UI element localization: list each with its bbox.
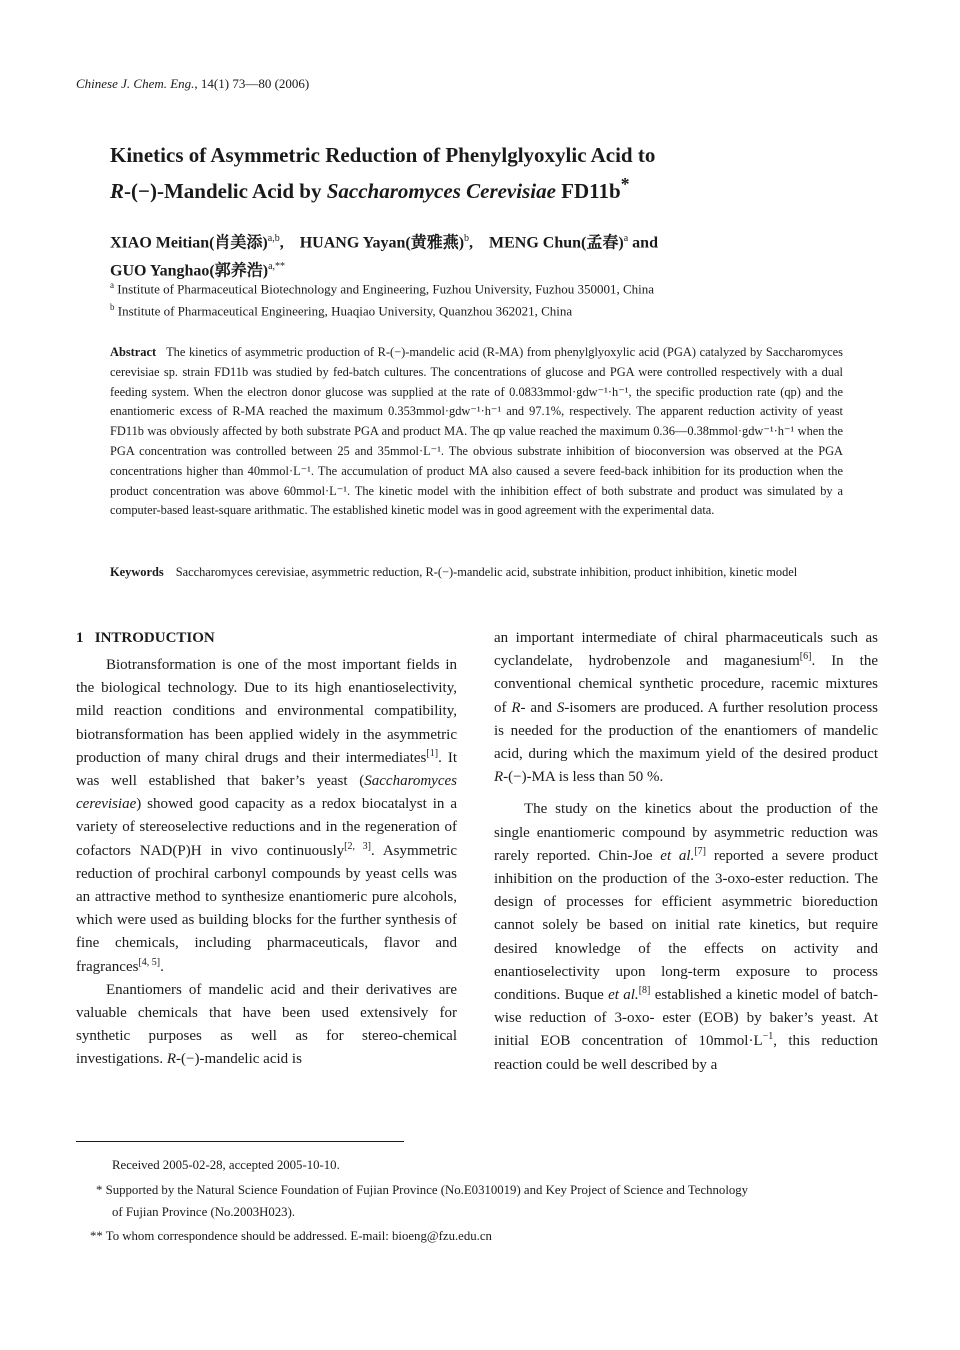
p3-text-b: . In the conventional chemical synthetic procedure, racemic mixtures of: [494, 653, 878, 716]
author-3-sup: a: [623, 233, 629, 244]
p3-text-d: -isomers are produced. A further resolution process is needed for the production of the enantiomers of mandelic acid, during which the maximum yield of the desired product: [494, 699, 878, 763]
footnote-correspondence: [90, 1225, 492, 1247]
title-r: R: [110, 179, 125, 203]
p4-text-d: , this reduction reaction could be well described by a: [494, 1033, 879, 1073]
p2-text-a: Enantiomers of mandelic acid and their derivatives are valuable chemicals that have been used extensively for synthetic purposes as well as for stereo-chemical investigations.: [76, 981, 457, 1068]
p3-text-e: -(−)-MA is less than 50 %.: [503, 769, 664, 786]
left-column: [76, 654, 457, 1072]
author-1-sup: a,b: [267, 233, 280, 244]
p1-text-e: .: [160, 958, 164, 975]
author-and: and: [628, 234, 658, 252]
affiliation-b-text: Institute of Pharmaceutical Engineering, Huaqiao University, Quanzhou 362021, China: [114, 303, 573, 319]
p1-text-a: Biotransformation is one of the most important fields in the biological technology. Due to its high enantioselectivity, mild reaction conditions and environmental compatibility, biotransformation has been applied widely in the asymmetric production of many chiral drugs and their intermediates: [76, 657, 457, 766]
p1-text-c: ) showed good capacity as a redox biocatalyst in a variety of stereoselective reductions and in the regeneration of cofactors NAD(P)H in vivo continuously: [76, 796, 457, 859]
affiliation-b-mark: b: [110, 302, 115, 312]
author-1: XIAO Meitian(肖美添): [110, 234, 268, 252]
footnote-corr-text: To whom correspondence should be addressed. E-mail: bioeng@fzu.edu.cn: [105, 1229, 492, 1243]
p3-s: S: [556, 699, 565, 716]
right-column: [494, 627, 878, 1077]
citation-4-5: [4, 5]: [138, 956, 161, 968]
p3-r2: R: [494, 769, 504, 786]
citation-7: [7]: [694, 845, 707, 857]
p4-text-a: The study on the kinetics about the production of the single enantiomeric compound by asymmetric reduction was rarely reported. Chin-Joe: [494, 801, 878, 864]
footnote-support-text: Supported by the Natural Science Foundation of Fujian Province (No.E0310019) and Key Project of Science and Technology: [105, 1183, 749, 1197]
keywords-text: Saccharomyces cerevisiae, asymmetric reduction, R-(−)-mandelic acid, substrate inhibition, product inhibition, kinetic model: [175, 565, 798, 579]
affiliation-a-text: Institute of Pharmaceutical Biotechnology and Engineering, Fuzhou University, Fuzhou 350001, China: [114, 281, 655, 297]
footnote-support-cont: of Fujian Province (No.2003H023).: [112, 1205, 296, 1219]
title-line-2: [110, 170, 890, 206]
intro-paragraph-2-cont: [494, 627, 878, 789]
title-strain: FD11b: [555, 179, 621, 203]
title-line-1: Kinetics of Asymmetric Reduction of Phenylglyoxylic Acid to: [110, 143, 656, 167]
intro-paragraph-2: [76, 979, 457, 1072]
citation-2-3: [2, 3]: [344, 840, 371, 852]
author-3: MENG Chun(孟春): [489, 234, 624, 252]
p2-r: R: [166, 1051, 176, 1068]
author-2-sup: b: [464, 233, 470, 244]
affiliation-a: [110, 276, 870, 298]
journal-volume: , 14(1) 73—80 (2006): [194, 76, 310, 91]
author-line-1: XIAO Meitian(肖美添)$^{a,b}$, HUANG Yayan(黄雅燕)$^b$, MENG Chun(孟春)$^a$ and: [110, 233, 658, 252]
footnote-support: [96, 1179, 886, 1223]
p1-organism: Saccharomyces cerevisiae: [76, 773, 457, 813]
affiliation-b: [110, 298, 870, 320]
citation-8: [8]: [638, 985, 651, 997]
journal-citation: [76, 76, 309, 92]
paper-title: [110, 141, 890, 206]
p4-etal: et al.: [660, 847, 695, 864]
keywords-label: Keywords: [110, 565, 164, 579]
author-4-sup: a,**: [268, 261, 286, 273]
p2-text-b: -(−)-mandelic acid is: [176, 1051, 302, 1068]
citation-6: [6]: [799, 651, 812, 663]
p3-text-c: - and: [520, 699, 557, 716]
footnote-corr-mark: **: [90, 1229, 106, 1243]
intro-paragraph-3: [494, 798, 878, 1076]
p1-text-d: . Asymmetric reduction of prochiral carbonyl compounds by yeast cells was an attractive method to synthesize enantiomeric pure alcohols, which were used as building blocks for the further synthesis of fine chemicals, including pharmaceuticals, flavor and fragrances: [76, 842, 457, 975]
author-2: HUANG Yayan(黄雅燕): [299, 234, 465, 252]
author-4: GUO Yanghao(郭养浩): [110, 262, 269, 280]
p4-text-b: reported a severe product inhibition on the production of the 3-oxo-ester reduction. The design of processes for efficient asymmetric bioreduction cannot solely be based on initial rate kinetics, but require desired knowledge of the effects on activity and enantioselectivity upon long-term exposure to process conditions. Buque: [494, 847, 878, 1004]
abstract: [110, 343, 843, 521]
p1-text-b: . It was well established that baker’s yeast (: [76, 749, 457, 790]
footnote-received: Received 2005-02-28, accepted 2005-10-10.: [112, 1158, 340, 1172]
footnote-rule: [76, 1141, 404, 1142]
citation-1: [1]: [426, 747, 439, 759]
p4-unit-sup: −1: [762, 1031, 774, 1043]
footnote-support-mark: *: [96, 1183, 106, 1197]
intro-paragraph-1: [76, 654, 457, 979]
section-heading-introduction: 1 INTRODUCTION: [76, 630, 215, 646]
affiliation-a-mark: a: [110, 280, 114, 290]
title-organism: Saccharomyces Cerevisiae: [326, 179, 556, 203]
p3-r: R: [511, 699, 521, 716]
keywords: [110, 563, 843, 583]
title-mid: -(−)-Mandelic Acid by: [124, 179, 327, 203]
journal-name: Chinese J. Chem. Eng.: [76, 76, 195, 91]
p4-etal-2: et al.: [608, 987, 639, 1004]
p4-text-c: established a kinetic model of batch-wise reduction of 3-oxo- ester (EOB) by baker’s yeast. At initial EOB concentration of 10mmol·L: [494, 987, 878, 1050]
abstract-label: Abstract: [110, 345, 157, 359]
title-mark: *: [620, 174, 630, 194]
p3-text-a: an important intermediate of chiral pharmaceuticals such as cyclandelate, hydrobenzole and maganesium: [494, 630, 878, 670]
abstract-text: The kinetics of asymmetric production of R-(−)-mandelic acid (R-MA) from phenylglyoxylic acid (PGA) catalyzed by Saccharomyces cerevisiae sp. strain FD11b was studied by fed-batch cultures. The concentrations of glucose and PGA were controlled respectively with a dual feeding system. When the electron donor glucose was supplied at the rate of 0.0833mmol·gdw⁻¹·h⁻¹, the specific production rate (qp) and the enantiomeric excess of R-MA reached the maximum 0.353mmol·gdw⁻¹·h⁻¹ and 97.1%, respectively. The apparent reduction activity of yeast FD11b was obviously affected by both substrate PGA and product MA. The qp value reached the maximum 0.36—0.38mmol·gdw⁻¹·h⁻¹ when the PGA concentration was controlled between 25 and 35mmol·L⁻¹. The obvious substrate inhibition of bioconversion was observed at the PGA concentrations higher than 40mmol·L⁻¹. The accumulation of product MA also caused a severe feed-back inhibition for its production when the product concentration was above 60mmol·L⁻¹. The kinetic model with the inhibition effect of both substrate and product was simulated by a computer-based least-square arithmatic. The established kinetic model was in good agreement with the experimental data.: [110, 345, 843, 518]
